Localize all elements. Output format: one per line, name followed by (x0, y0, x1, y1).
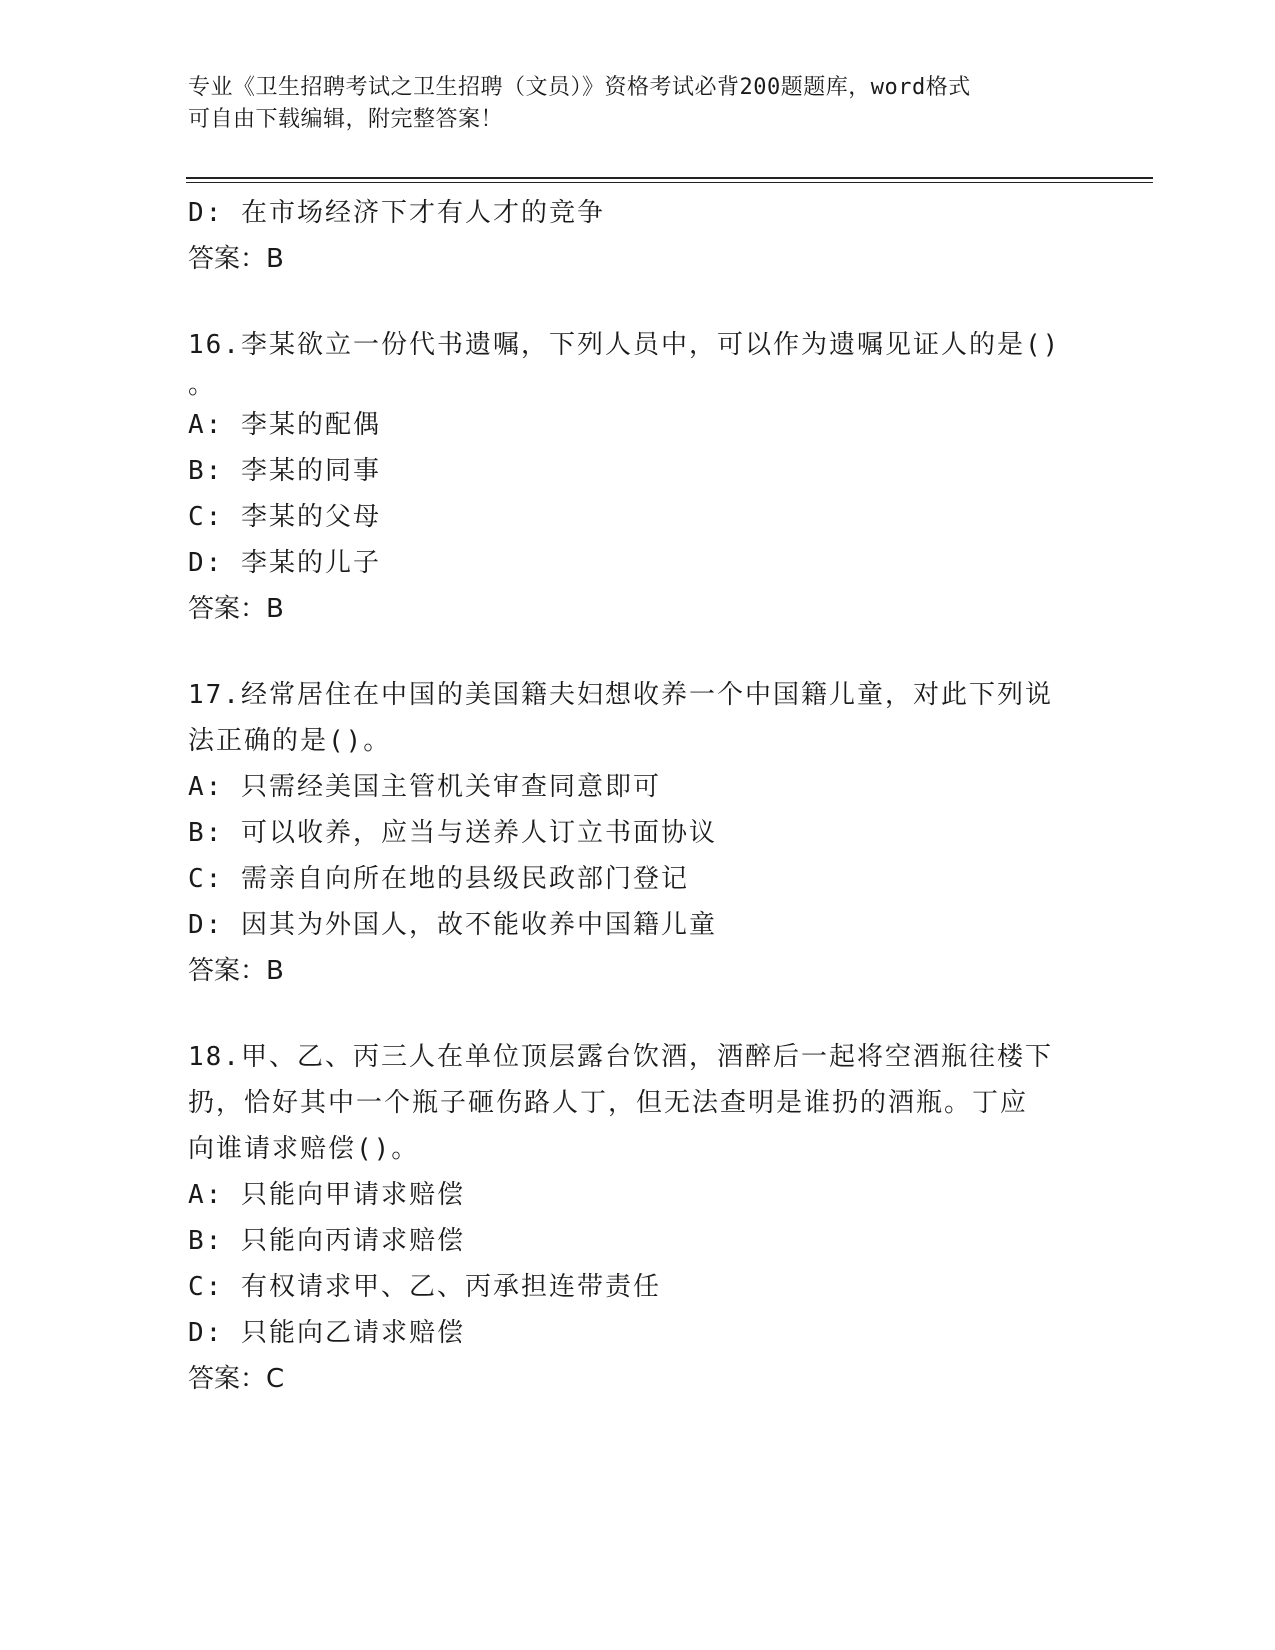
question-text (188, 322, 1078, 402)
answer-line: 答案：C (188, 1364, 285, 1394)
header-line-2: 可自由下载编辑，附完整答案！ (188, 107, 504, 132)
question-18 (188, 1034, 1088, 1402)
option-d: D: 只能向乙请求赔偿 (188, 1318, 465, 1348)
question-text-line: 。 (188, 370, 217, 400)
option-c: C: 需亲自向所在地的县级民政部门登记 (188, 864, 689, 894)
previous-question-tail (188, 190, 1088, 282)
answer-line: 答案：B (188, 594, 284, 624)
question-16 (188, 322, 1088, 632)
question-17 (188, 672, 1088, 994)
option-b: B: 可以收养，应当与送养人订立书面协议 (188, 818, 717, 848)
question-text-line: 18.甲、乙、丙三人在单位顶层露台饮酒，酒醉后一起将空酒瓶往楼下 (188, 1042, 1053, 1072)
option-d: D: 因其为外国人，故不能收养中国籍儿童 (188, 910, 717, 940)
answer-line: 答案：B (188, 244, 284, 274)
question-text (188, 1034, 1078, 1172)
question-content (188, 190, 1088, 1402)
option-d: D: 李某的儿子 (188, 548, 381, 578)
answer-line: 答案：B (188, 956, 284, 986)
question-text-line: 17.经常居住在中国的美国籍夫妇想收养一个中国籍儿童，对此下列说 (188, 680, 1053, 710)
option-c: C: 有权请求甲、乙、丙承担连带责任 (188, 1272, 661, 1302)
option-a: A: 只能向甲请求赔偿 (188, 1180, 465, 1210)
option-a: A: 只需经美国主管机关审查同意即可 (188, 772, 661, 802)
option-c: C: 李某的父母 (188, 502, 381, 532)
option-d: D: 在市场经济下才有人才的竞争 (188, 198, 605, 228)
header-divider-thin (186, 182, 1153, 183)
page-header (188, 72, 1088, 136)
option-a: A: 李某的配偶 (188, 410, 381, 440)
question-text-line: 扔，恰好其中一个瓶子砸伤路人丁，但无法查明是谁扔的酒瓶。丁应 (188, 1088, 1029, 1118)
option-b: B: 李某的同事 (188, 456, 381, 486)
question-text-line: 16.李某欲立一份代书遗嘱，下列人员中，可以作为遗嘱见证人的是() (188, 330, 1061, 360)
question-text-line: 法正确的是()。 (188, 726, 392, 756)
question-text (188, 672, 1078, 764)
header-divider-thick (186, 177, 1153, 179)
question-text-line: 向谁请求赔偿()。 (188, 1134, 420, 1164)
header-line-1: 专业《卫生招聘考试之卫生招聘（文员）》资格考试必背200题题库，word格式 (188, 75, 971, 100)
option-b: B: 只能向丙请求赔偿 (188, 1226, 465, 1256)
